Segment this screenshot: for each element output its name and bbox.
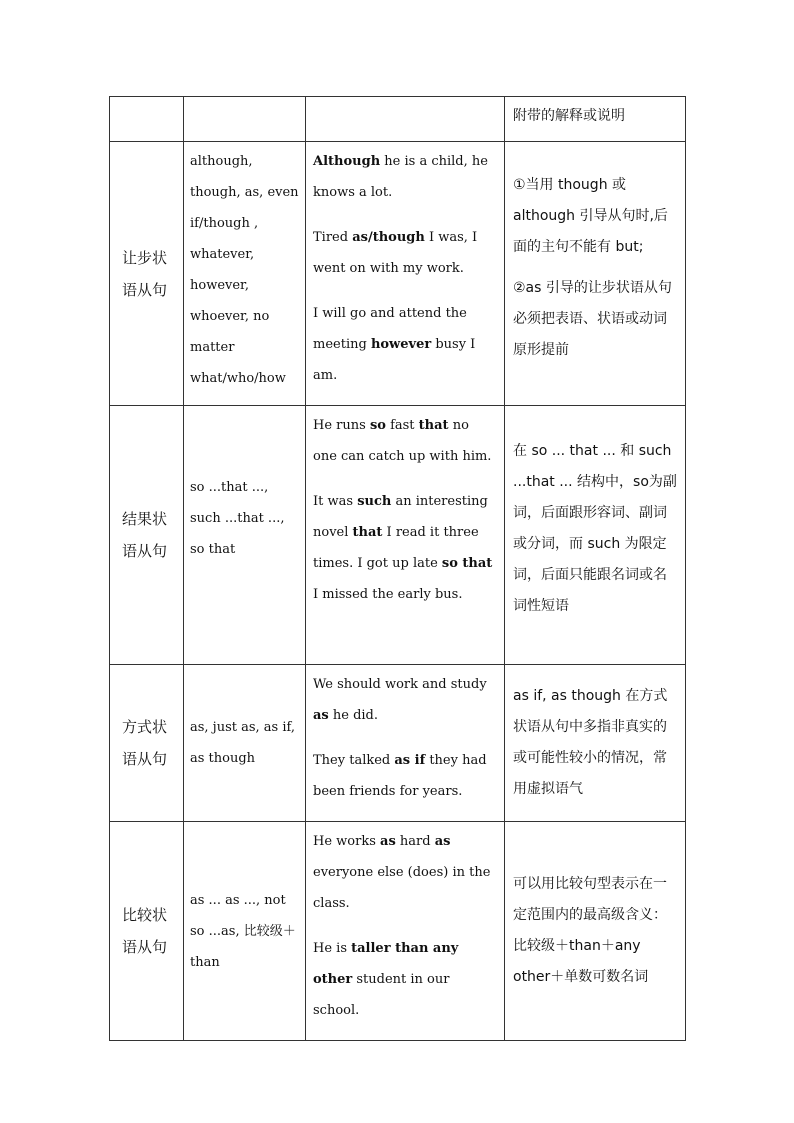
conjunctions-cell: as, just as, as if, as though <box>184 665 306 822</box>
note-cell <box>505 142 686 406</box>
header-cell-1 <box>110 97 184 142</box>
note-text: 在 so ... that ... 和 such ...that ... 结构中，so为副词，后面跟形容词、副词或分词，而 such 为限定词，后面只能跟名词或名词性短语 <box>513 443 677 614</box>
category-cell: 让步状语从句 <box>110 142 184 406</box>
note-text: 可以用比较句型表示在一定范围内的最高级含义：比较级＋than＋any other＋单数可数名词 <box>513 876 667 985</box>
conjunctions-cell: so ...that ..., such ...that ..., so that <box>184 406 306 665</box>
note-cell <box>505 665 686 822</box>
header-row <box>110 97 686 142</box>
category-cell: 比较状语从句 <box>110 822 184 1041</box>
example-sentence: Although he is a child, he knows a lot. <box>313 154 488 200</box>
note-text: ②as 引导的让步状语从句必须把表语、状语或动词原形提前 <box>513 280 672 358</box>
table-row <box>110 822 686 1041</box>
example-sentence: Tired as/though I was, I went on with my work. <box>313 230 478 276</box>
note-text: ①当用 though 或 although 引导从句时,后面的主句不能有 but; <box>513 177 668 255</box>
example-sentence: They talked as if they had been friends for years. <box>313 753 487 799</box>
category-cell: 方式状语从句 <box>110 665 184 822</box>
note-text: as if, as though 在方式状语从句中多指非真实的或可能性较小的情况，常用虚拟语气 <box>513 688 668 797</box>
note-cell <box>505 406 686 665</box>
header-note: 附带的解释或说明 <box>513 108 625 124</box>
note-cell <box>505 822 686 1041</box>
example-sentence: He works as hard as everyone else (does) in the class. <box>313 834 491 911</box>
example-sentence: I will go and attend the meeting however busy I am. <box>313 306 476 383</box>
header-cell-2 <box>184 97 306 142</box>
example-sentence: He is taller than any other student in our school. <box>313 941 459 1018</box>
conjunctions-cell: as ... as ..., not so ...as, 比较级＋than <box>184 822 306 1041</box>
table-row <box>110 142 686 406</box>
table-row <box>110 665 686 822</box>
example-sentence: He runs so fast that no one can catch up with him. <box>313 418 492 464</box>
examples-cell <box>306 406 505 665</box>
example-sentence: It was such an interesting novel that I read it three times. I got up late so that I missed the early bus. <box>313 494 493 602</box>
conjunctions-cell: although, though, as, even if/though , whatever, however, whoever, no matter what/who/how <box>184 142 306 406</box>
examples-cell <box>306 665 505 822</box>
table-row <box>110 406 686 665</box>
examples-cell <box>306 142 505 406</box>
example-sentence: We should work and study as he did. <box>313 677 487 723</box>
examples-cell <box>306 822 505 1041</box>
header-cell-3 <box>306 97 505 142</box>
category-cell: 结果状语从句 <box>110 406 184 665</box>
header-note-cell <box>505 97 686 142</box>
clause-table <box>109 96 686 1041</box>
